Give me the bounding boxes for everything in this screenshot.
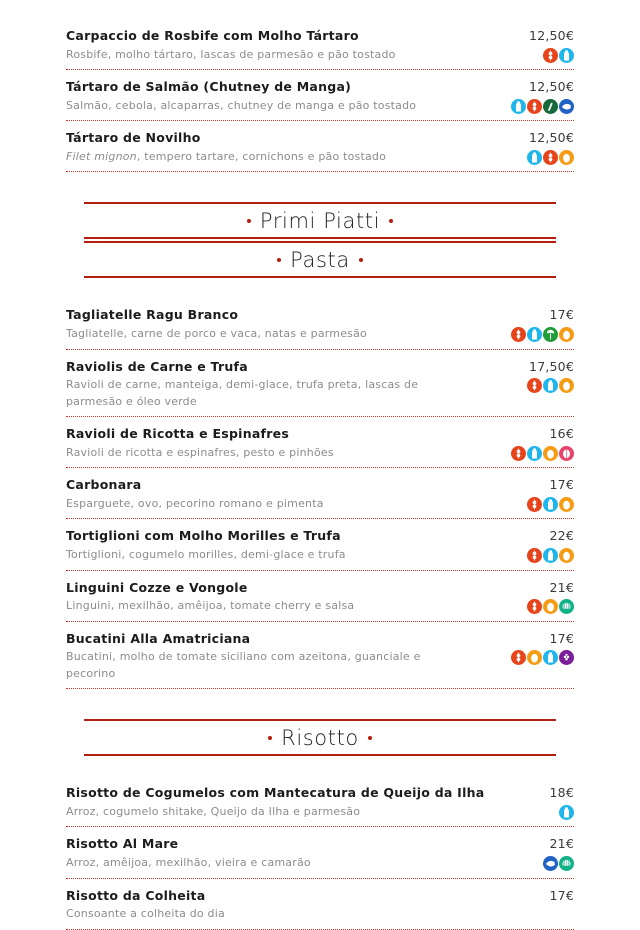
- menu-item-header: [66, 528, 574, 544]
- section-subheader-primi-piatti: [84, 241, 556, 278]
- menu-item[interactable]: [66, 0, 574, 70]
- menu-item-price: 17,50€: [529, 358, 574, 374]
- menu-item-price: 21€: [549, 579, 574, 595]
- menu-item[interactable]: [66, 121, 574, 172]
- allergen-list: [511, 98, 574, 114]
- allergen-gluten-icon: [511, 327, 526, 342]
- menu-item[interactable]: [66, 417, 574, 468]
- menu-item-price: 12,50€: [529, 79, 574, 95]
- allergen-list: [527, 598, 574, 614]
- allergen-fish-icon: [559, 99, 574, 114]
- bullet-dot-right: [389, 219, 393, 223]
- allergen-list: [543, 855, 574, 871]
- allergen-mustard-icon: [543, 99, 558, 114]
- menu-item-description: Filet mignon, tempero tartare, cornichons e pão tostado: [66, 149, 387, 163]
- section-spacer: [66, 280, 574, 298]
- menu-item-header: [66, 888, 574, 904]
- allergen-list: [511, 649, 574, 665]
- allergen-list: [543, 47, 574, 63]
- allergen-list: [559, 804, 574, 820]
- menu-item-description: Consoante a colheita do dia: [66, 907, 225, 921]
- menu-item-body: [66, 855, 574, 872]
- allergen-gluten-icon: [527, 497, 542, 512]
- menu-item-header: [66, 477, 574, 493]
- section-title: Risotto: [281, 726, 359, 751]
- allergen-milk-icon: [559, 805, 574, 820]
- menu-item-body: [66, 98, 574, 115]
- menu-item[interactable]: [66, 70, 574, 121]
- section-header-primi-piatti: [84, 202, 556, 239]
- menu-item-description: Ravioli de carne, manteiga, demi-glace, trufa preta, lascas de parmesão e óleo verde: [66, 378, 419, 408]
- menu-item-name: Risotto da Colheita: [66, 887, 206, 903]
- menu-item-header: [66, 836, 574, 852]
- menu-item-price: 22€: [549, 528, 574, 544]
- menu-item-header: [66, 79, 574, 95]
- menu-item-price: 18€: [549, 785, 574, 801]
- menu-item-body: [66, 547, 574, 564]
- menu-item-description: Arroz, cogumelo shitake, Queijo da Ilha e parmesão: [66, 804, 361, 818]
- menu-item[interactable]: [66, 350, 574, 418]
- menu-item-price: 17€: [549, 477, 574, 493]
- menu-item-description: Arroz, amêijoa, mexilhão, vieira e camarão: [66, 856, 311, 869]
- menu-item-price: 12,50€: [529, 130, 574, 146]
- section-rule-bottom: [84, 754, 556, 756]
- menu-item-price: 21€: [549, 836, 574, 852]
- allergen-egg-icon: [559, 378, 574, 393]
- menu-item-description: Rosbife, molho tártaro, lascas de parmesão e pão tostado: [66, 47, 396, 61]
- section-spacer: [66, 758, 574, 776]
- allergen-milk-icon: [527, 446, 542, 461]
- allergen-egg-icon: [559, 327, 574, 342]
- menu-item-header: [66, 426, 574, 442]
- allergen-sulphites-icon: [559, 650, 574, 665]
- menu-item-name: Linguini Cozze e Vongole: [66, 579, 248, 595]
- menu-item-name: Ravioli de Ricotta e Espinafres: [66, 426, 290, 442]
- menu-item[interactable]: [66, 468, 574, 519]
- menu-item-name: Raviolis de Carne e Trufa: [66, 358, 248, 374]
- allergen-list: [511, 445, 574, 461]
- menu-item-name: Bucatini Alla Amatriciana: [66, 630, 251, 646]
- allergen-gluten-icon: [527, 378, 542, 393]
- section-title: Primi Piatti: [259, 209, 381, 234]
- menu-item-header: [66, 130, 574, 146]
- bullet-dot-right: [359, 258, 363, 262]
- section-rule-bottom: [84, 276, 556, 278]
- allergen-nuts-icon: [559, 446, 574, 461]
- allergen-milk-icon: [559, 48, 574, 63]
- allergen-egg-icon: [543, 446, 558, 461]
- allergen-list: [527, 377, 574, 393]
- allergen-celery-icon: [543, 327, 558, 342]
- menu-item-body: [66, 445, 574, 462]
- allergen-milk-icon: [543, 497, 558, 512]
- menu-item-name: Tártaro de Novilho: [66, 130, 201, 146]
- allergen-milk-icon: [543, 548, 558, 563]
- allergen-milk-icon: [543, 650, 558, 665]
- menu-item-header: [66, 785, 574, 801]
- allergen-egg-icon: [559, 497, 574, 512]
- allergen-egg-icon: [527, 650, 542, 665]
- section-rule-bottom: [84, 237, 556, 239]
- menu-item-header: [66, 28, 574, 44]
- menu-item-price: 17€: [549, 307, 574, 323]
- allergen-egg-icon: [559, 150, 574, 165]
- bullet-dot-left: [247, 219, 251, 223]
- menu-item[interactable]: [66, 827, 574, 878]
- section-title: Pasta: [290, 248, 350, 273]
- bullet-dot-left: [277, 258, 281, 262]
- allergen-gluten-icon: [543, 48, 558, 63]
- allergen-list: [527, 496, 574, 512]
- allergen-gluten-icon: [511, 446, 526, 461]
- allergen-milk-icon: [527, 327, 542, 342]
- allergen-egg-icon: [543, 599, 558, 614]
- menu-item-description: Esparguete, ovo, pecorino romano e pimenta: [66, 496, 324, 510]
- menu-item-body: [66, 47, 574, 64]
- menu-item-price: 17€: [549, 630, 574, 646]
- menu-item-price: 12,50€: [529, 28, 574, 43]
- allergen-milk-icon: [511, 99, 526, 114]
- allergen-fish-icon: [543, 856, 558, 871]
- menu-item-name: Risotto Al Mare: [66, 836, 179, 852]
- menu-item-body: [66, 149, 574, 166]
- section-header-risotto: [84, 719, 556, 756]
- menu-item[interactable]: [66, 519, 574, 570]
- section-title-wrap: [84, 204, 556, 237]
- menu-item-body: [66, 598, 574, 615]
- menu-item-name: Tagliatelle Ragu Branco: [66, 307, 239, 323]
- allergen-gluten-icon: [527, 99, 542, 114]
- menu-item-description: Tortiglioni, cogumelo morilles, demi-glace e trufa: [66, 548, 346, 561]
- bullet-dot-right: [368, 736, 372, 740]
- menu-item[interactable]: [66, 879, 574, 930]
- allergen-milk-icon: [527, 150, 542, 165]
- menu-item[interactable]: [66, 776, 574, 827]
- menu-item-name: Carbonara: [66, 477, 142, 493]
- menu-item-description: Bucatini, molho de tomate siciliano com azeitona, guanciale e pecorino: [66, 650, 421, 680]
- menu-item-header: [66, 359, 574, 375]
- allergen-egg-icon: [559, 548, 574, 563]
- menu-item-body: [66, 804, 574, 821]
- allergen-list: [511, 326, 574, 342]
- menu-item-name: Tártaro de Salmão (Chutney de Manga): [66, 79, 352, 95]
- menu-item-header: [66, 307, 574, 323]
- menu-item-price: 16€: [549, 426, 574, 442]
- menu-item-description: Salmão, cebola, alcaparras, chutney de manga e pão tostado: [66, 98, 417, 112]
- allergen-gluten-icon: [527, 548, 542, 563]
- menu-item[interactable]: [66, 571, 574, 622]
- section-title-wrap: [84, 721, 556, 754]
- allergen-list: [527, 149, 574, 165]
- allergen-gluten-icon: [511, 650, 526, 665]
- menu-item[interactable]: [66, 622, 574, 690]
- allergen-gluten-icon: [527, 599, 542, 614]
- menu-item-body: [66, 906, 574, 923]
- menu-item-body: [66, 326, 574, 343]
- menu-item-header: [66, 580, 574, 596]
- menu-item-description: Linguini, mexilhão, amêijoa, tomate cherry e salsa: [66, 599, 355, 613]
- allergen-gluten-icon: [543, 150, 558, 165]
- menu-item-description: Tagliatelle, carne de porco e vaca, natas e parmesão: [66, 327, 367, 340]
- allergen-molluscs-icon: [559, 856, 574, 871]
- menu-item-description: Ravioli de ricotta e espinafres, pesto e pinhões: [66, 445, 334, 459]
- menu-item-body: [66, 649, 574, 682]
- section-title-wrap: [84, 243, 556, 276]
- menu-item-body: [66, 496, 574, 513]
- menu-item-header: [66, 631, 574, 647]
- menu-item-name: Tortiglioni com Molho Morilles e Trufa: [66, 528, 341, 544]
- allergen-list: [527, 547, 574, 563]
- menu-item-price: 17€: [549, 887, 574, 903]
- menu-item-name: Risotto de Cogumelos com Mantecatura de Queijo da Ilha: [66, 785, 485, 801]
- allergen-milk-icon: [543, 378, 558, 393]
- menu-item-description-emphasis: Filet mignon: [66, 149, 137, 163]
- menu-item[interactable]: [66, 298, 574, 349]
- menu-item-name: Carpaccio de Rosbife com Molho Tártaro: [66, 28, 359, 43]
- allergen-molluscs-icon: [559, 599, 574, 614]
- menu-item-body: [66, 377, 574, 410]
- bullet-dot-left: [268, 736, 272, 740]
